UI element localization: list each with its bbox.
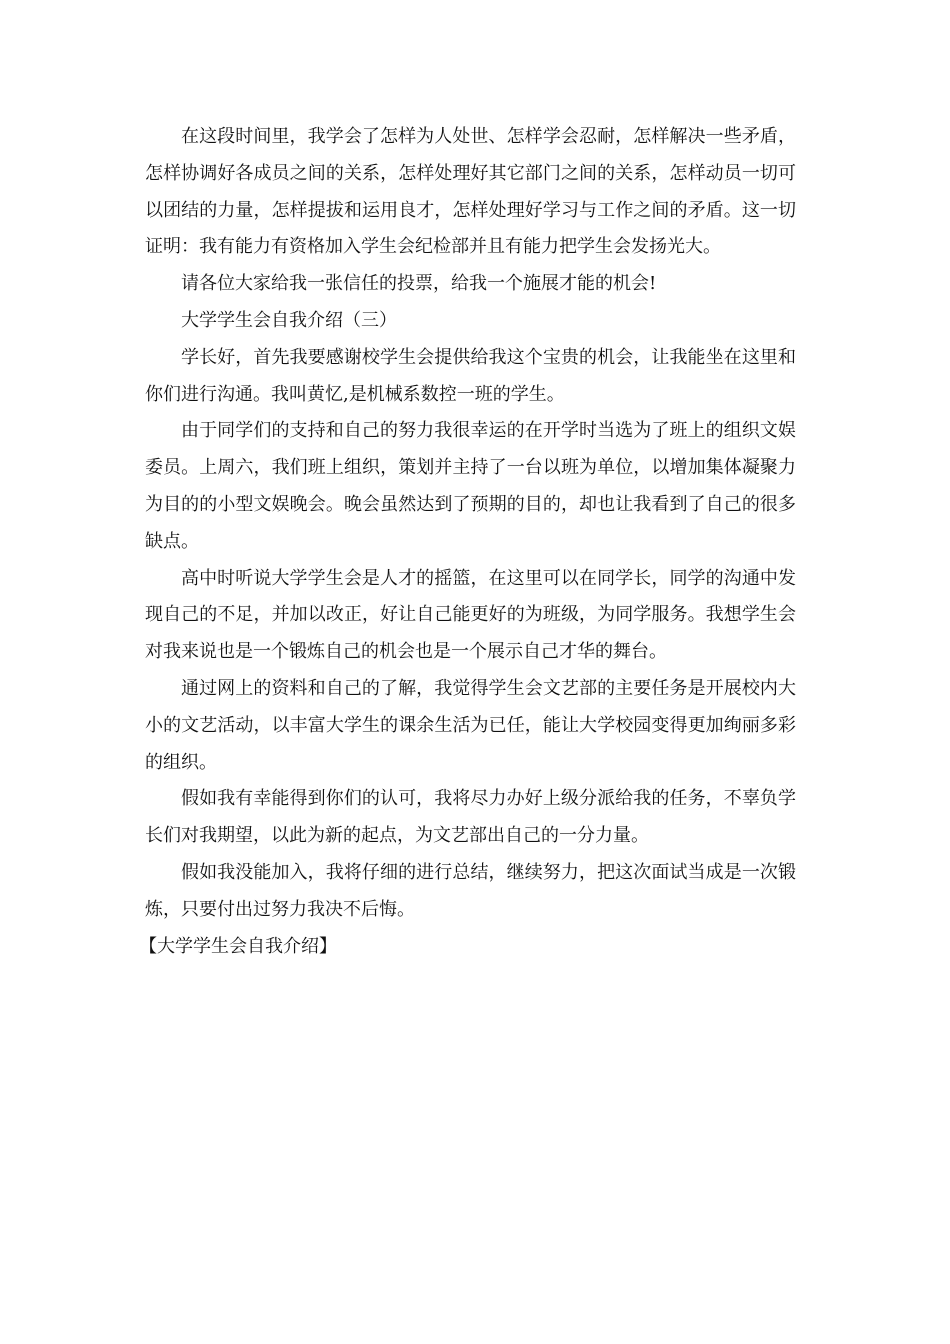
paragraph: 高中时听说大学学生会是人才的摇篮，在这里可以在同学长，同学的沟通中发现自己的不足，并加以改正，好让自己能更好的为班级，为同学服务。我想学生会对我来说也是一个锻炼自己的机会也是一个展示自己才华的舞台。 (145, 567, 796, 663)
paragraph: 请各位大家给我一张信任的投票，给我一个施展才能的机会! (181, 273, 657, 295)
document-body (139, 119, 796, 965)
paragraph: 在这段时间里，我学会了怎样为人处世、怎样学会忍耐，怎样解决一些矛盾，怎样协调好各成员之间的关系，怎样处理好其它部门之间的关系，怎样动员一切可以团结的力量，怎样提拔和运用良才，怎样处理好学习与工作之间的矛盾。这一切证明：我有能力有资格加入学生会纪检部并且有能力把学生会发扬光大。 (145, 126, 796, 258)
paragraph: 由于同学们的支持和自己的努力我很幸运的在开学时当选为了班上的组织文娱委员。上周六，我们班上组织，策划并主持了一台以班为单位，以增加集体凝聚力为目的的小型文娱晚会。晚会虽然达到了预期的目的，却也让我看到了自己的很多缺点。 (145, 420, 796, 552)
paragraph: 通过网上的资料和自己的了解，我觉得学生会文艺部的主要任务是开展校内大小的文艺活动，以丰富大学生的课余生活为已任，能让大学校园变得更加绚丽多彩的组织。 (145, 677, 796, 773)
section-heading: 大学学生会自我介绍（三） (181, 309, 397, 331)
document-footer-title: 【大学学生会自我介绍】 (139, 935, 337, 957)
paragraph: 学长好，首先我要感谢校学生会提供给我这个宝贵的机会，让我能坐在这里和你们进行沟通。我叫黄忆,是机械系数控一班的学生。 (145, 346, 796, 405)
paragraph: 假如我有幸能得到你们的认可，我将尽力办好上级分派给我的任务，不辜负学长们对我期望，以此为新的起点，为文艺部出自己的一分力量。 (145, 788, 796, 847)
paragraph: 假如我没能加入，我将仔细的进行总结，继续努力，把这次面试当成是一次锻炼，只要付出过努力我决不后悔。 (145, 861, 796, 920)
